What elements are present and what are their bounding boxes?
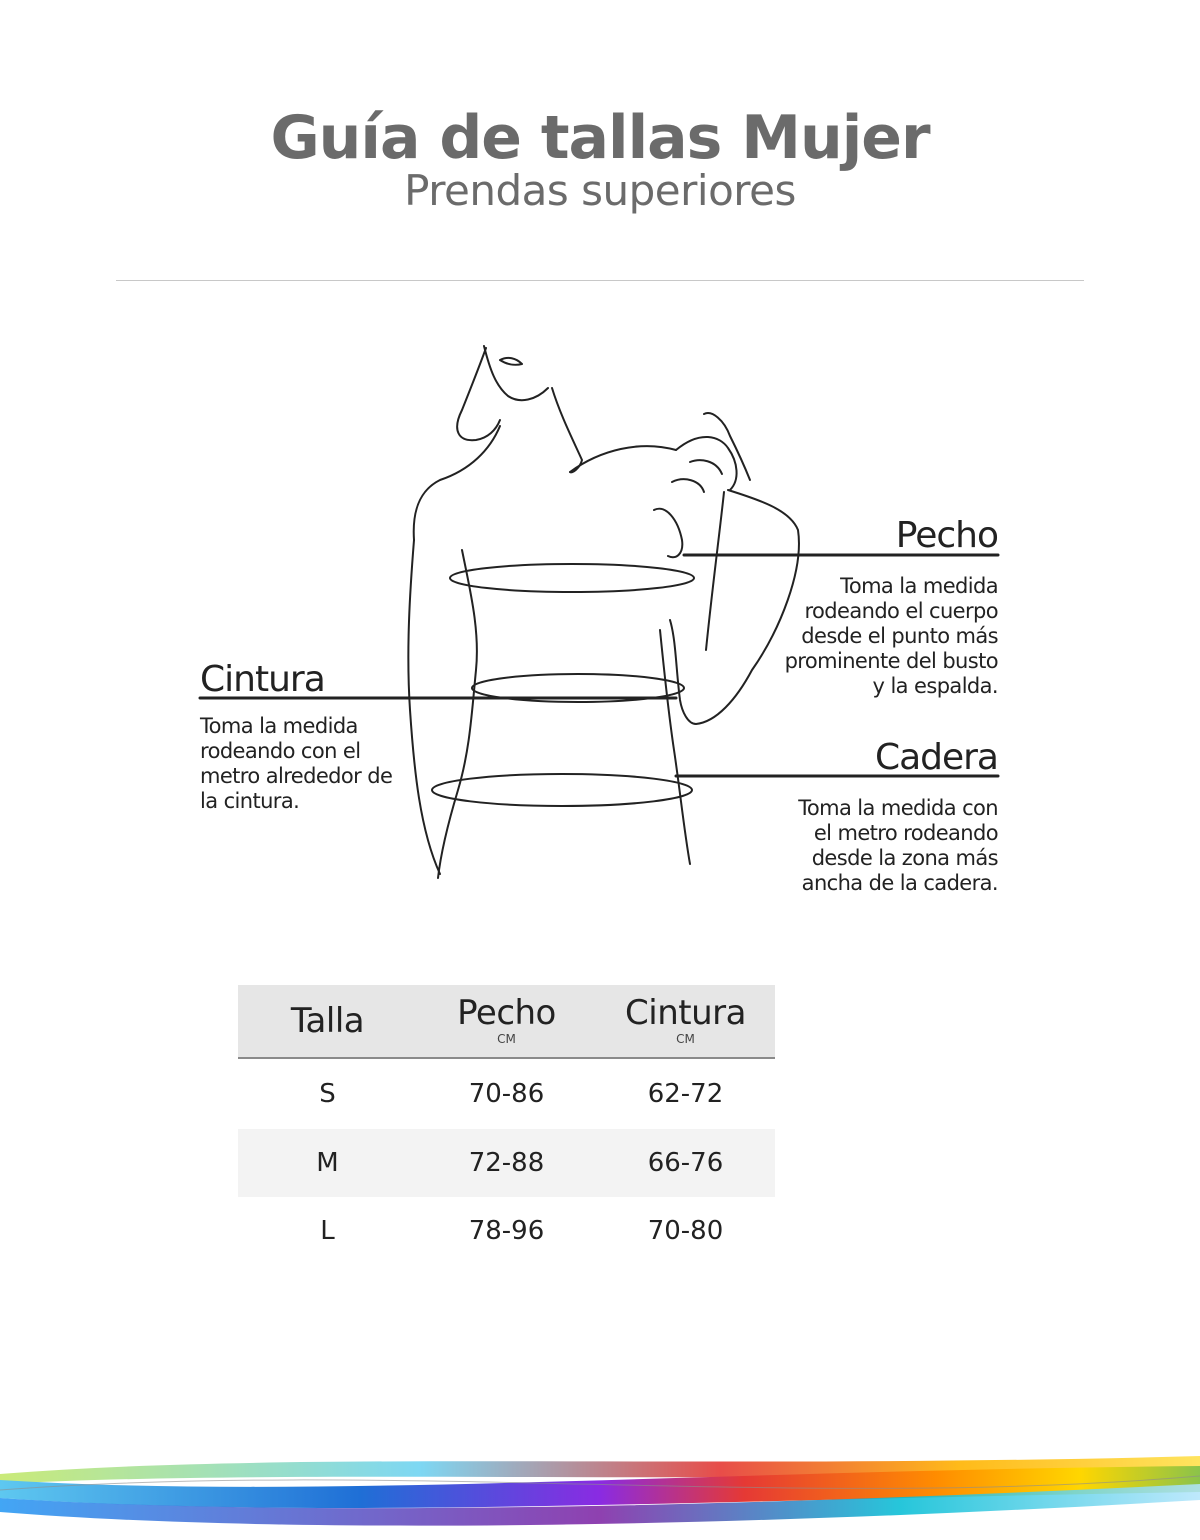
cell-talla: M [238,1129,417,1197]
page-title: Guía de tallas Mujer [270,103,930,173]
torso-left [438,550,477,878]
neck-line [552,388,582,472]
cadera-desc-line: Toma la medida con [798,796,998,820]
neck-left [414,426,500,540]
table-row [238,1058,775,1129]
pecho-desc-line: rodeando el cuerpo [804,599,998,623]
hair-outline [457,348,500,440]
pecho-label: Pecho [895,515,998,556]
cintura-desc-line: metro alrededor de [200,764,393,788]
torso-right [660,630,690,864]
rainbow-wave-decoration [0,1440,1200,1540]
pecho-desc-line: Toma la medida [840,574,998,598]
table-header-row [238,985,775,1058]
cell-cintura: 70-80 [647,1216,724,1246]
header-pecho [417,985,596,1058]
header-talla [238,985,417,1058]
header-label: Talla [290,1001,365,1041]
header-label: Cintura [625,993,746,1033]
cintura-desc-line: la cintura. [200,789,300,813]
cintura-description [200,714,420,814]
page-subtitle: Prendas superiores [404,166,796,215]
face-outline [484,346,548,400]
bust-shape [654,509,682,557]
cadera-label: Cadera [874,737,998,778]
chest-measure-loop [450,564,694,592]
header-unit: CM [497,1032,516,1046]
pecho-desc-line: desde el punto más [801,624,998,648]
table-row [238,1129,775,1197]
cintura-desc-line: rodeando con el [200,739,361,763]
cadera-desc-line: desde la zona más [811,846,998,870]
table-row [238,1197,775,1265]
header-cintura [596,985,775,1058]
hand-fingers [672,413,750,492]
pecho-desc-line: prominente del busto [784,649,998,673]
cell-cintura: 62-72 [647,1079,724,1109]
cell-talla: L [320,1216,335,1246]
shoulder-right [570,446,676,472]
arm-left [408,540,440,874]
mouth [500,358,522,365]
forearm-inner [706,492,724,650]
cell-pecho: 72-88 [417,1129,596,1197]
cell-pecho: 78-96 [468,1216,545,1246]
pecho-description [740,574,998,699]
size-table [238,985,775,1265]
header-unit: CM [676,1032,695,1046]
cadera-desc-line: el metro rodeando [813,821,998,845]
cintura-label: Cintura [200,659,325,700]
cadera-desc-line: ancha de la cadera. [801,871,998,895]
cintura-desc-line: Toma la medida [200,714,358,738]
body-silhouette-illustration [0,330,1200,930]
header-label: Pecho [457,993,556,1033]
header-divider [116,280,1084,281]
hip-measure-loop [432,774,692,806]
cadera-description [740,796,998,896]
cell-cintura: 66-76 [596,1129,775,1197]
cell-pecho: 70-86 [468,1079,545,1109]
cell-talla: S [319,1079,336,1109]
pecho-desc-line: y la espalda. [872,674,998,698]
